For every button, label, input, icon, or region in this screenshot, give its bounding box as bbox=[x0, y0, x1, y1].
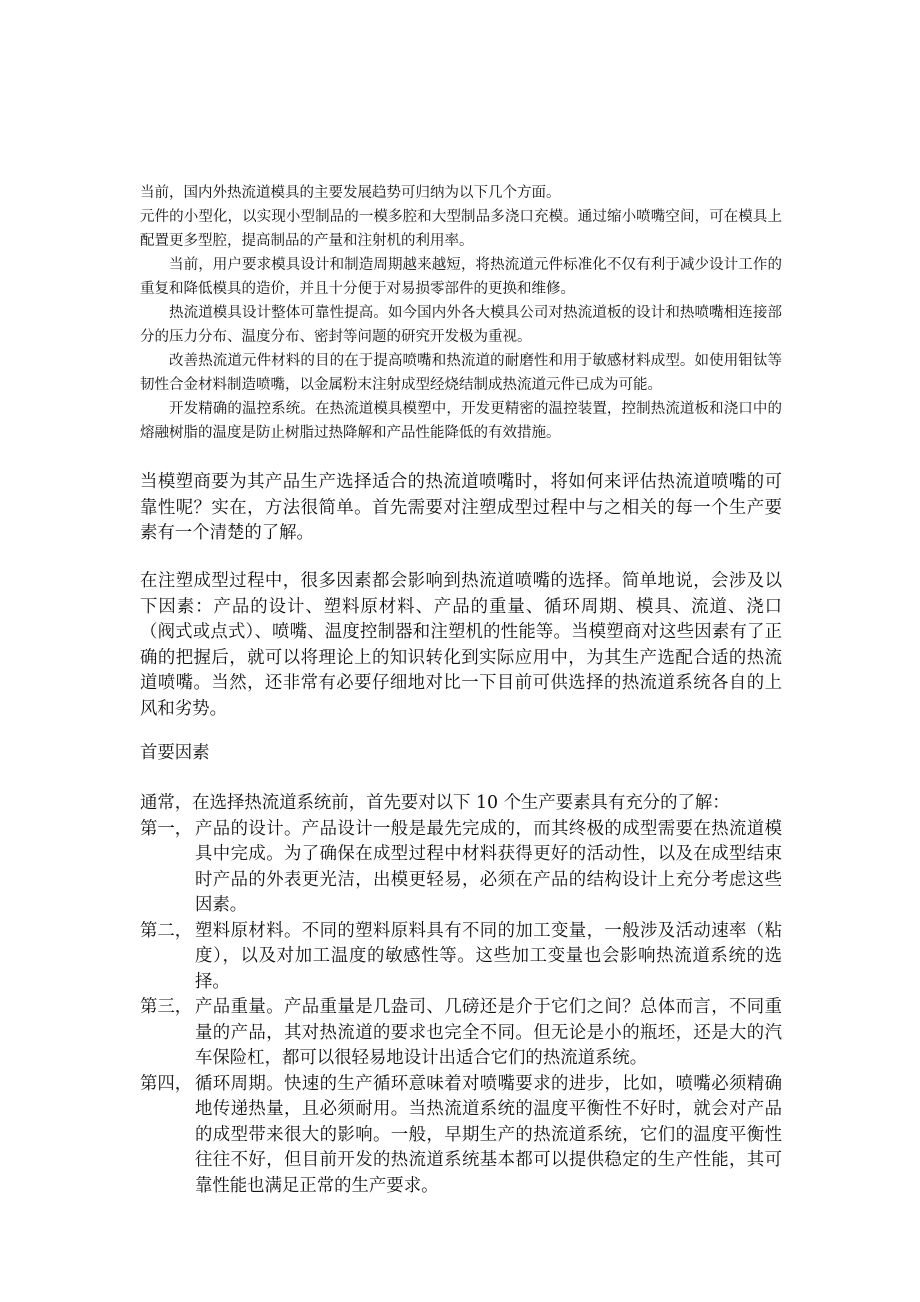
intro-section bbox=[140, 181, 782, 445]
item-label: 第三， bbox=[140, 997, 193, 1017]
body-text: 在注塑成型过程中，很多因素都会影响到热流道喷嘴的选择。简单地说，会涉及以下因素：产品的设计、塑料原材料、产品的重量、循环周期、模具、流道、浇口（阀式或点式）、喷嘴、温度控制器和注塑机的性能等。当模塑商对这些因素有了正确的把握后，就可以将理论上的知识转化到实际应用中，为其生产选配合适的热流道喷嘴。当然，还非常有必要仔细地对比一下目前可供选择的热流道系统各自的上风和劣势。 bbox=[140, 571, 782, 719]
list-intro: 通常，在选择热流道系统前，首先要对以下 10 个生产要素具有充分的了解： bbox=[140, 793, 730, 813]
item-text: 塑料原材料。不同的塑料原料具有不同的加工变量，一般涉及活动速率（粘度），以及对加工温度的敏感性等。这些加工变量也会影响热流道系统的选择。 bbox=[195, 920, 782, 992]
item-label: 第一， bbox=[140, 818, 193, 839]
item-label: 第四， bbox=[140, 1073, 193, 1094]
section-heading bbox=[140, 741, 782, 767]
reliability-paragraph bbox=[140, 470, 782, 547]
intro-line: 当前，国内外热流道模具的主要发展趋势可归纳为以下几个方面。 bbox=[140, 185, 561, 201]
intro-paragraph: 热流道模具设计整体可靠性提高。如今国内外各大模具公司对热流道板的设计和热喷嘴相连接部分的压力分布、温度分布、密封等问题的研究开发极为重视。 bbox=[140, 305, 782, 345]
item-label: 第二， bbox=[140, 920, 193, 941]
list-item bbox=[140, 995, 782, 1072]
intro-paragraph: 当前，用户要求模具设计和制造周期越来越短，将热流道元件标准化不仅有利于减少设计工作的重复和降低模具的造价，并且十分便于对易损零部件的更换和维修。 bbox=[140, 257, 782, 297]
list-item bbox=[140, 1072, 782, 1200]
list-item bbox=[140, 919, 782, 996]
heading-text: 首要因素 bbox=[140, 743, 210, 763]
item-text: 循环周期。快速的生产循环意味着对喷嘴要求的进步，比如，喷嘴必须精确地传递热量，且必须耐用。当热流道系统的温度平衡性不好时，就会对产品的成型带来很大的影响。一般，早期生产的热流道系统，它们的温度平衡性往往不好，但目前开发的热流道系统基本都可以提供稳定的生产性能，其可靠性能也满足正常的生产要求。 bbox=[195, 1073, 782, 1196]
factor-list bbox=[140, 791, 782, 1199]
item-text: 产品的设计。产品设计一般是最先完成的，而其终极的成型需要在热流道模具中完成。为了确保在成型过程中材料获得更好的活动性，以及在成型结束时产品的外表更光洁，出模更轻易，必须在产品的结构设计上充分考虑这些因素。 bbox=[195, 818, 782, 915]
intro-paragraph: 开发精确的温控系统。在热流道模具模塑中，开发更精密的温控装置，控制热流道板和浇口中的熔融树脂的温度是防止树脂过热降解和产品性能降低的有效措施。 bbox=[140, 401, 782, 441]
intro-paragraph: 元件的小型化，以实现小型制品的一模多腔和大型制品多浇口充模。通过缩小喷嘴空间，可在模具上配置更多型腔，提高制品的产量和注射机的利用率。 bbox=[140, 209, 782, 249]
list-item bbox=[140, 817, 782, 919]
item-text: 产品重量。产品重量是几盎司、几磅还是介于它们之间？总体而言，不同重量的产品，其对热流道的要求也完全不同。但无论是小的瓶坯，还是大的汽车保险杠，都可以很轻易地设计出适合它们的热流道系统。 bbox=[195, 997, 782, 1068]
factors-paragraph bbox=[140, 569, 782, 722]
intro-paragraph: 改善热流道元件材料的目的在于提高喷嘴和热流道的耐磨性和用于敏感材料成型。如使用钼钛等韧性合金材料制造喷嘴，以金属粉末注射成型经烧结制成热流道元件已成为可能。 bbox=[140, 353, 782, 393]
body-text: 当模塑商要为其产品生产选择适合的热流道喷嘴时，将如何来评估热流道喷嘴的可靠性呢？实在，方法很简单。首先需要对注塑成型过程中与之相关的每一个生产要素有一个清楚的了解。 bbox=[140, 472, 782, 543]
